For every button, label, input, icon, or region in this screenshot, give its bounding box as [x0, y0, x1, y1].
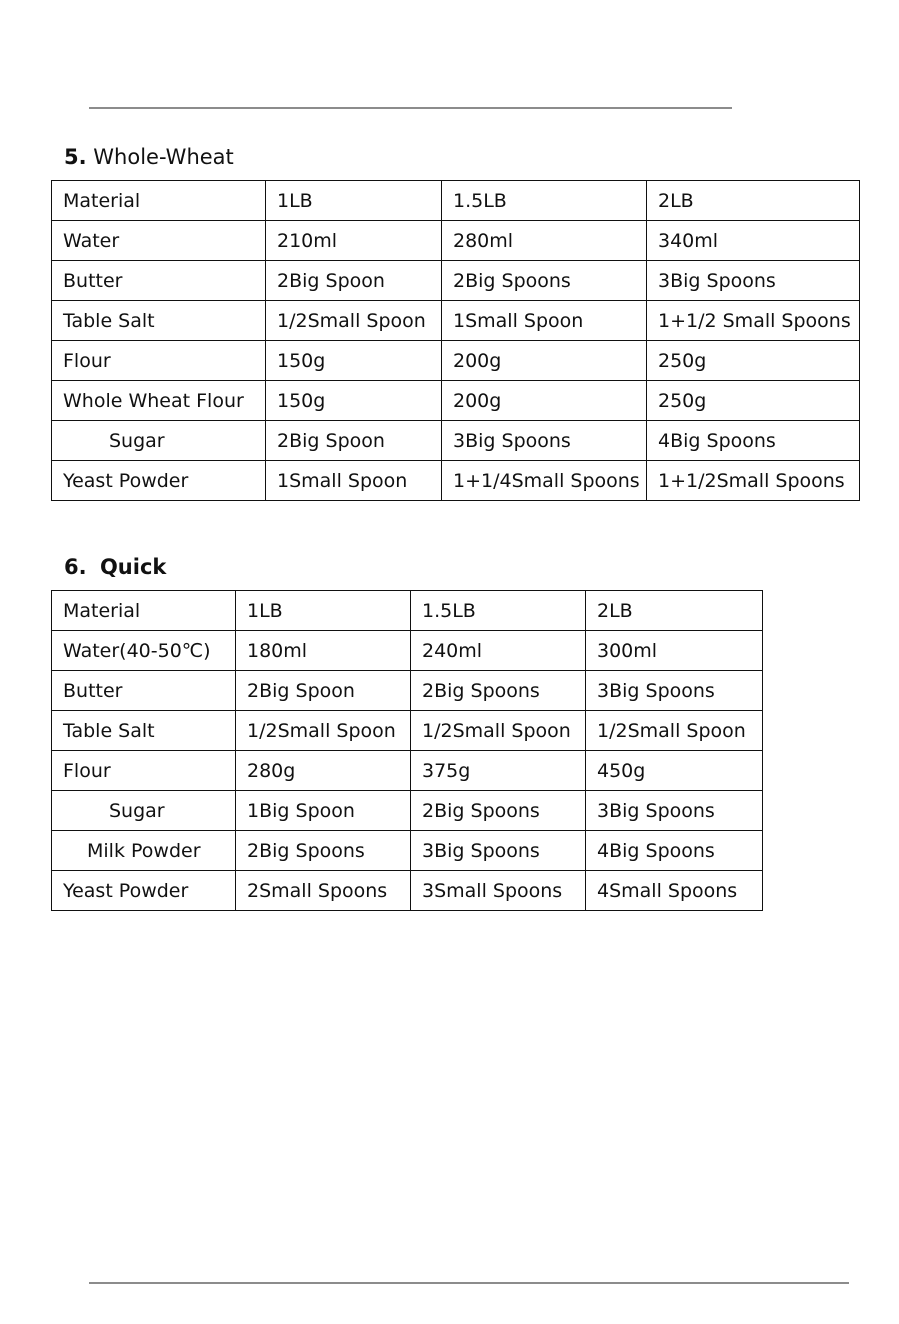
ingredient-cell: Table Salt [52, 711, 236, 751]
header-cell: Material [52, 181, 266, 221]
ingredient-cell: Sugar [52, 421, 266, 461]
quick-recipe-table [51, 590, 763, 911]
amount-cell: 375g [411, 751, 586, 791]
amount-cell: 3Small Spoons [411, 871, 586, 911]
table-row [52, 791, 763, 831]
amount-cell: 1/2Small Spoon [411, 711, 586, 751]
amount-cell: 280g [236, 751, 411, 791]
amount-cell: 240ml [411, 631, 586, 671]
top-divider [89, 107, 732, 109]
table-header-row [52, 181, 860, 221]
amount-cell: 2Big Spoons [411, 671, 586, 711]
ingredient-cell: Butter [52, 261, 266, 301]
whole-wheat-recipe-table [51, 180, 860, 501]
amount-cell: 200g [442, 381, 647, 421]
amount-cell: 2Big Spoon [236, 671, 411, 711]
table-row [52, 461, 860, 501]
ingredient-cell: Sugar [52, 791, 236, 831]
table-row [52, 381, 860, 421]
amount-cell: 2Big Spoons [411, 791, 586, 831]
amount-cell: 250g [647, 381, 860, 421]
amount-cell: 4Small Spoons [586, 871, 763, 911]
amount-cell: 250g [647, 341, 860, 381]
amount-cell: 200g [442, 341, 647, 381]
table-row [52, 711, 763, 751]
header-cell: Material [52, 591, 236, 631]
table-row [52, 341, 860, 381]
section-title-quick [64, 555, 166, 579]
amount-cell: 3Big Spoons [586, 791, 763, 831]
amount-cell: 1/2Small Spoon [586, 711, 763, 751]
ingredient-cell: Milk Powder [52, 831, 236, 871]
amount-cell: 2Big Spoon [266, 261, 442, 301]
amount-cell: 2Big Spoons [236, 831, 411, 871]
ingredient-cell: Water(40-50℃) [52, 631, 236, 671]
amount-cell: 450g [586, 751, 763, 791]
amount-cell: 1Small Spoon [442, 301, 647, 341]
table-row [52, 221, 860, 261]
amount-cell: 1Big Spoon [236, 791, 411, 831]
header-cell: 2LB [647, 181, 860, 221]
amount-cell: 1+1/2 Small Spoons [647, 301, 860, 341]
bottom-divider [89, 1282, 849, 1284]
amount-cell: 2Big Spoon [266, 421, 442, 461]
table-row [52, 421, 860, 461]
amount-cell: 300ml [586, 631, 763, 671]
amount-cell: 150g [266, 341, 442, 381]
amount-cell: 4Big Spoons [647, 421, 860, 461]
table-row [52, 671, 763, 711]
amount-cell: 1Small Spoon [266, 461, 442, 501]
table-row [52, 831, 763, 871]
amount-cell: 3Big Spoons [647, 261, 860, 301]
amount-cell: 1/2Small Spoon [236, 711, 411, 751]
header-cell: 2LB [586, 591, 763, 631]
ingredient-cell: Flour [52, 751, 236, 791]
ingredient-cell: Table Salt [52, 301, 266, 341]
header-cell: 1.5LB [411, 591, 586, 631]
amount-cell: 1+1/4Small Spoons [442, 461, 647, 501]
amount-cell: 2Small Spoons [236, 871, 411, 911]
amount-cell: 340ml [647, 221, 860, 261]
amount-cell: 4Big Spoons [586, 831, 763, 871]
table-row [52, 261, 860, 301]
table-row [52, 631, 763, 671]
section-number: 5. [64, 145, 87, 169]
amount-cell: 1/2Small Spoon [266, 301, 442, 341]
ingredient-cell: Water [52, 221, 266, 261]
amount-cell: 2Big Spoons [442, 261, 647, 301]
section-number: 6. [64, 555, 87, 579]
amount-cell: 180ml [236, 631, 411, 671]
amount-cell: 280ml [442, 221, 647, 261]
section-title-whole-wheat [64, 145, 234, 169]
amount-cell: 210ml [266, 221, 442, 261]
section-name: Quick [99, 555, 167, 579]
table-row [52, 301, 860, 341]
ingredient-cell: Whole Wheat Flour [52, 381, 266, 421]
amount-cell: 150g [266, 381, 442, 421]
table-row [52, 871, 763, 911]
amount-cell: 1+1/2Small Spoons [647, 461, 860, 501]
ingredient-cell: Yeast Powder [52, 871, 236, 911]
ingredient-cell: Butter [52, 671, 236, 711]
header-cell: 1.5LB [442, 181, 647, 221]
header-cell: 1LB [266, 181, 442, 221]
header-cell: 1LB [236, 591, 411, 631]
table-header-row [52, 591, 763, 631]
amount-cell: 3Big Spoons [442, 421, 647, 461]
table-row [52, 751, 763, 791]
section-name: Whole-Wheat [93, 145, 234, 169]
amount-cell: 3Big Spoons [586, 671, 763, 711]
amount-cell: 3Big Spoons [411, 831, 586, 871]
ingredient-cell: Flour [52, 341, 266, 381]
ingredient-cell: Yeast Powder [52, 461, 266, 501]
